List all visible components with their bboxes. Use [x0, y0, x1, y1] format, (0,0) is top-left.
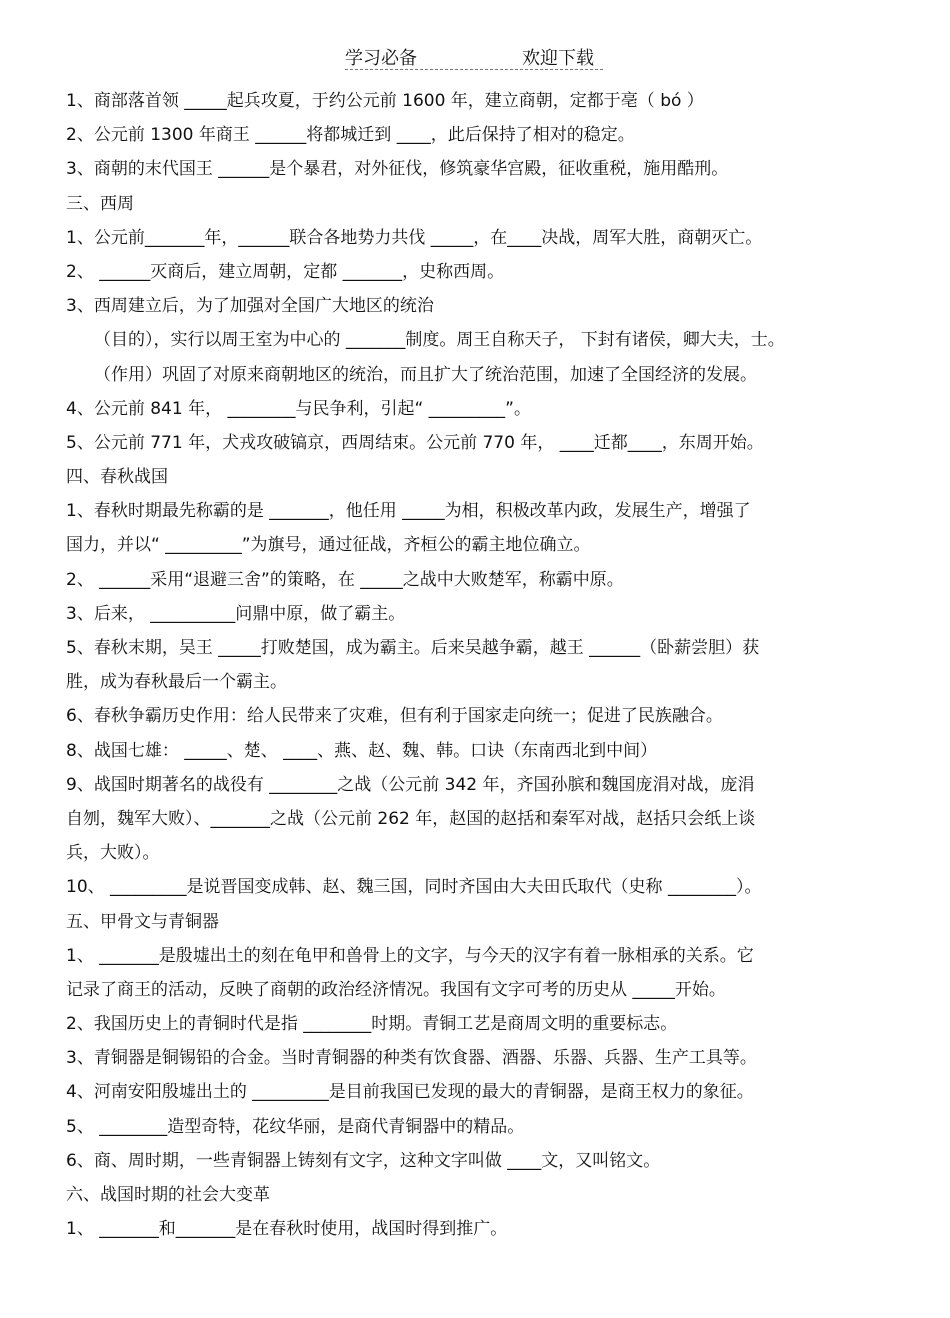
text-line: 兵，大败）。	[66, 843, 160, 864]
header-right-text: 欢迎下载	[522, 48, 594, 69]
text-line: 9、战国时期著名的战役有 ________之战（公元前 342 年，齐国孙膑和魏国庞涓对战，庞涓	[66, 774, 755, 795]
text-line: 1、 _______是殷墟出土的刻在龟甲和兽骨上的文字，与今天的汉字有着一脉相承的关系。它	[66, 945, 754, 966]
document-body	[66, 84, 886, 1246]
text-line: 3、后来， __________问鼎中原，做了霸主。	[66, 603, 406, 624]
header-left-text: 学习必备	[345, 48, 417, 69]
text-line: 10、 _________是说晋国变成韩、赵、魏三国，同时齐国由大夫田氏取代（史称 ________）。	[66, 877, 762, 898]
text-line: 5、公元前 771 年，犬戎攻破镐京，西周结束。公元前 770 年， ____迁都____，东周开始。	[66, 432, 764, 453]
text-line: 3、青铜器是铜锡铅的合金。当时青铜器的种类有饮食器、酒器、乐器、兵器、生产工具等。	[66, 1048, 757, 1069]
text-line: 6、春秋争霸历史作用：给人民带来了灾难，但有利于国家走向统一；促进了民族融合。	[66, 706, 723, 727]
text-line: 2、 ______采用“退避三舍”的策略，在 _____之战中大败楚军，称霸中原。	[66, 569, 624, 590]
text-line: 1、 _______和_______是在春秋时使用，战国时得到推广。	[66, 1219, 508, 1240]
text-line: 5、 ________造型奇特，花纹华丽，是商代青铜器中的精品。	[66, 1116, 525, 1137]
text-line: 4、公元前 841 年， ________与民争利，引起“ _________”。	[66, 398, 531, 419]
text-line: （作用）巩固了对原来商朝地区的统治，而且扩大了统治范围，加速了全国经济的发展。	[94, 364, 757, 385]
text-line: 4、河南安阳殷墟出土的 _________是目前我国已发现的最大的青铜器，是商王权力的象征。	[66, 1082, 754, 1103]
text-line: 3、西周建立后，为了加强对全国广大地区的统治	[66, 296, 434, 317]
text-line: 2、 ______灭商后，建立周朝，定都 _______，史称西周。	[66, 261, 505, 282]
section-heading: 四、春秋战国	[66, 467, 168, 488]
text-line: 1、公元前_______年，______联合各地势力共伐 _____，在____决战，周军大胜，商朝灭亡。	[66, 227, 763, 248]
text-line: 6、商、周时期，一些青铜器上铸刻有文字，这种文字叫做 ____文，又叫铭文。	[66, 1150, 661, 1171]
text-line: 1、商部落首领 _____起兵攻夏，于约公元前 1600 年，建立商朝，定都于亳（ bó ）	[66, 91, 704, 111]
text-line: 胜，成为春秋最后一个霸主。	[66, 672, 287, 693]
text-line: 2、我国历史上的青铜时代是指 ________时期。青铜工艺是商周文明的重要标志。	[66, 1014, 678, 1035]
section-heading: 五、甲骨文与青铜器	[66, 911, 219, 932]
text-line: 3、商朝的末代国王 ______是个暴君，对外征伐，修筑豪华宫殿，征收重税，施用酷刑。	[66, 159, 729, 180]
page-header	[0, 44, 950, 72]
text-line: 记录了商王的活动，反映了商朝的政治经济情况。我国有文字可考的历史从 _____开始。	[66, 979, 726, 1000]
text-line: 5、春秋末期，吴王 _____打败楚国，成为霸主。后来吴越争霸，越王 ______（卧薪尝胆）获	[66, 638, 760, 658]
text-line: 2、公元前 1300 年商王 ______将都城迁到 ____，此后保持了相对的稳定。	[66, 125, 635, 146]
header-dashed-underline	[345, 69, 603, 70]
text-line: 国力，并以“ _________”为旗号，通过征战，齐桓公的霸主地位确立。	[66, 535, 591, 556]
text-line: 1、春秋时期最先称霸的是 _______，他任用 _____为相，积极改革内政，发展生产，增强了	[66, 501, 751, 522]
section-heading: 三、西周	[66, 193, 134, 214]
text-line: （目的），实行以周王室为中心的 _______制度。周王自称天子， 下封有诸侯，卿大夫，士。	[94, 330, 785, 351]
section-heading: 六、战国时期的社会大变革	[66, 1185, 270, 1205]
text-line: 自刎，魏军大败）、_______之战（公元前 262 年，赵国的赵括和秦军对战，赵括只会纸上谈	[66, 808, 756, 829]
text-line: 8、战国七雄： _____、楚、 ____、燕、赵、魏、韩。口诀（东南西北到中间）	[66, 740, 658, 761]
